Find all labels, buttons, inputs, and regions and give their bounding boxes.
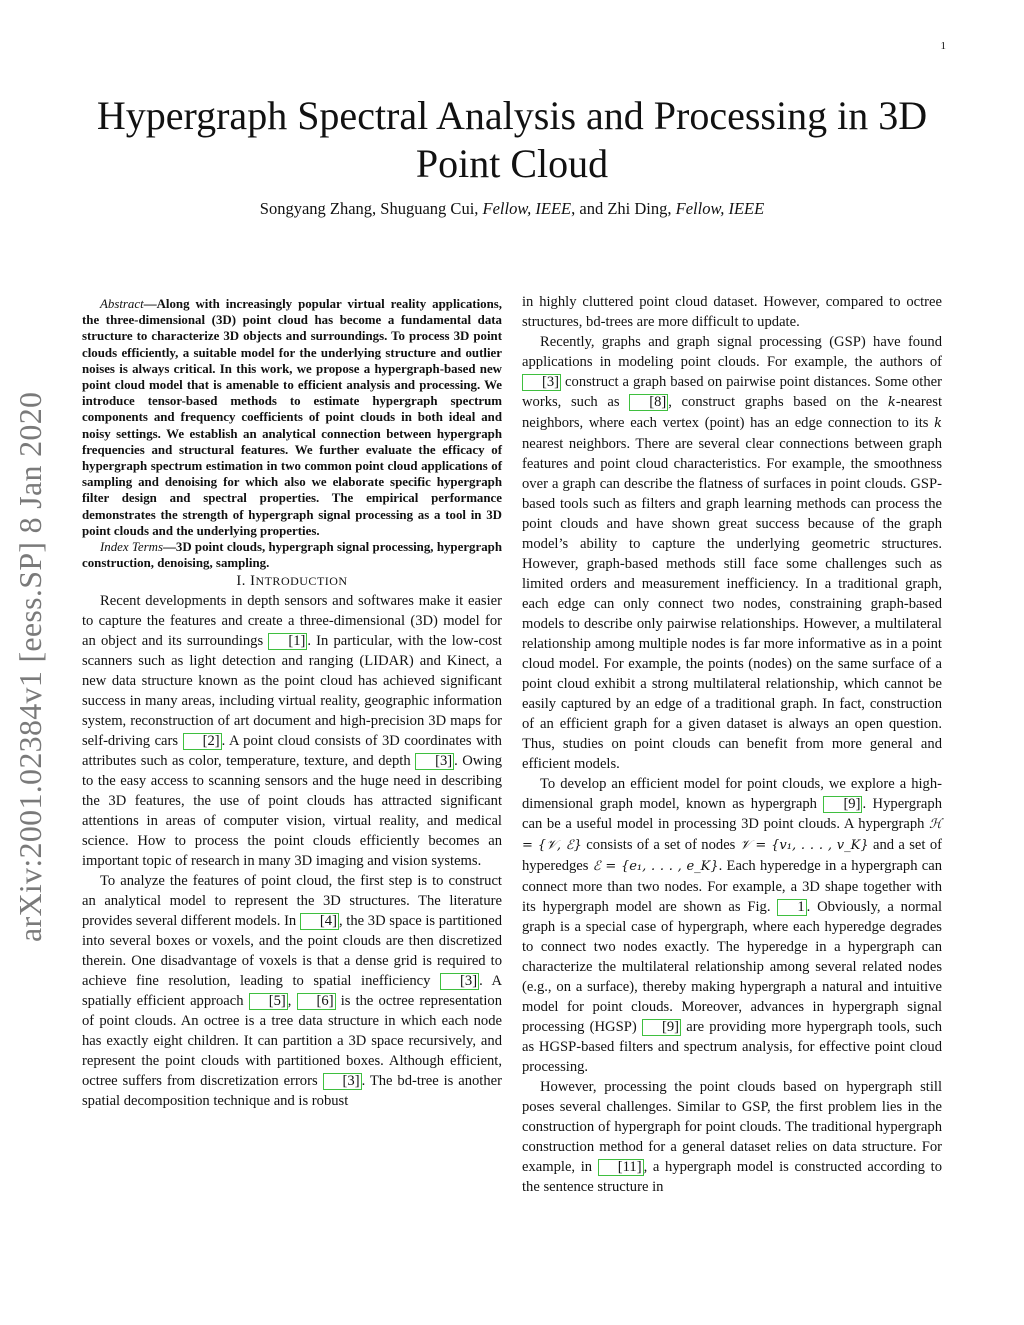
- section-numeral: I.: [236, 573, 251, 590]
- page-number: 1: [940, 40, 946, 52]
- citation-link[interactable]: [6]: [297, 993, 336, 1010]
- section-first-letter: I: [250, 573, 256, 590]
- citation-link[interactable]: [4]: [300, 913, 339, 930]
- text-run: To analyze the features of point cloud, the first step is to construct an analytical model to represent the 3D structures. The literature provides several different models. In: [82, 873, 502, 930]
- abstract-lead: Abstract: [100, 297, 144, 311]
- abstract-text: —Along with increasingly popular virtual reality applications, the three-dimensional (3D) point cloud has become a fundamental data structure to characterize 3D objects and surroundings. To process 3D point clouds efficiently, a suitable model for the underlying structure and outlier noises is always critical. In this work, we propose a hypergraph-based new point cloud model that is amenable to efficient analysis and processing. We introduce tensor-based methods to estimate hypergraph spectrum components and frequency coefficients of point clouds in both ideal and noisy settings. We establish an analytical connection between hypergraph frequencies and structural features. We further evaluate the efficacy of hypergraph spectrum estimation in two common point cloud applications of sampling and denoising for which also we elaborate specific hypergraph filter design and spectral properties. The empirical performance demonstrates the strength of hypergraph signal processing as a tool in 3D point clouds and the underlying properties.: [82, 297, 502, 538]
- text-run: . A point cloud consists of 3D coordinates with attributes such as color, temperature, texture, and depth: [82, 733, 502, 770]
- math-k: k: [934, 416, 942, 431]
- math-expression: ℰ = {e₁, . . . , e_K}: [592, 859, 719, 874]
- section-heading: [82, 571, 502, 591]
- text-run: . The bd-tree is another spatial decomposition technique and is robust: [82, 1073, 502, 1110]
- citation-link[interactable]: [3]: [522, 374, 561, 391]
- text-run: , a hypergraph model is constructed according to the sentence structure in: [522, 1159, 942, 1195]
- challenges-paragraph: [522, 1077, 942, 1197]
- figure-link[interactable]: 1: [777, 899, 806, 916]
- text-run: and a set of hyperedges: [522, 837, 942, 874]
- left-column: [82, 296, 502, 1111]
- text-run: , the 3D space is partitioned into several boxes or voxels, and the point clouds are then discretized therein. One disadvantage of voxels is that a dense grid is required to achieve fine resolution, leading to spatial inefficiency: [82, 913, 502, 990]
- author-names-2: , and Zhi Ding,: [571, 199, 676, 218]
- text-run: is the octree representation of point clouds. An octree is a tree data structure in which each node has exactly eight children. It can partition a 3D space recursively, and represent the point clouds with partitioned boxes. Although efficient, octree suffers from discretization errors: [82, 993, 502, 1090]
- citation-link[interactable]: [3]: [440, 973, 479, 990]
- author-fellow-1: Fellow, IEEE: [482, 199, 572, 218]
- citation-link[interactable]: [9]: [823, 796, 862, 813]
- citation-link[interactable]: [2]: [183, 733, 222, 750]
- intro-paragraph-1: [82, 591, 502, 871]
- author-list: [70, 199, 954, 219]
- gsp-paragraph: [522, 332, 942, 774]
- text-run: -nearest neighbors, where each vertex (point) has an edge connection to its: [522, 394, 942, 431]
- text-run: . In particular, with the low-cost scanners such as light detection and ranging (LIDAR) and Kinect, a new data structure known as the point cloud has achieved significant success in many areas, including virtual reality, geographic information system, reconstruction of art document and high-precision 3D maps for self-driving cars: [82, 633, 502, 750]
- text-run: . Obviously, a normal graph is a special case of hypergraph, where each hyperedge degrades to connect two nodes exactly. The hyperedge in a hypergraph can characterize the multilateral relationship among several related nodes (e.g., on a surface), thereby making hypergraph a natural and intuitive model for point clouds. Moreover, advances in hypergraph signal processing (HGSP): [522, 899, 943, 1035]
- math-k: k: [887, 395, 896, 410]
- text-run: However, processing the point clouds based on hypergraph still poses several challenges. Similar to GSP, the first problem lies in the construction of hypergraph for point clouds. The traditional hypergraph construction method for a general dataset relies on data structure. For example, in: [522, 1079, 942, 1175]
- hypergraph-paragraph: [522, 774, 942, 1077]
- citation-link[interactable]: [5]: [249, 993, 288, 1010]
- continued-paragraph: in highly cluttered point cloud dataset. However, compared to octree structures, bd-trees are more difficult to update.: [522, 294, 942, 330]
- text-run: construct a graph based on pairwise point distances. Some other works, such as: [522, 374, 942, 410]
- author-names: Songyang Zhang, Shuguang Cui,: [259, 199, 483, 218]
- math-expression: 𝒱 = {v₁, . . . , v_K}: [739, 838, 869, 853]
- text-run: are providing more hypergraph tools, such as HGSP-based filters and spectrum analysis, for effective point cloud processing.: [522, 1019, 942, 1075]
- text-run: Recently, graphs and graph signal processing (GSP) have found applications in modeling point clouds. For example, the authors of: [522, 334, 942, 370]
- text-run: To develop an efficient model for point clouds, we explore a high-dimensional graph model, known as hypergraph: [522, 776, 942, 812]
- citation-link[interactable]: [1]: [268, 633, 307, 650]
- citation-link[interactable]: [3]: [415, 753, 454, 770]
- text-run: . Owing to the easy access to scanning sensors and the huge need in describing the 3D features, the use of point clouds has attracted significant attentions in areas of computer vision, virtual reality, and medical science. How to process the point clouds efficiently becomes an important topic of research in many 3D imaging and vision systems.: [82, 753, 502, 870]
- index-terms-text: —3D point clouds, hypergraph signal processing, hypergraph construction, denoising, sampling.: [82, 540, 502, 571]
- index-terms: [82, 539, 502, 571]
- section-title-rest: NTRODUCTION: [255, 574, 348, 589]
- abstract: [82, 296, 502, 539]
- citation-link[interactable]: [8]: [629, 394, 668, 411]
- text-run: . A spatially efficient approach: [82, 973, 503, 1010]
- text-run: . Hypergraph can be a useful model in processing 3D point clouds. A hypergraph: [522, 796, 942, 832]
- citation-link[interactable]: [11]: [598, 1159, 644, 1176]
- intro-paragraph-2: [82, 871, 502, 1111]
- paper-title: Hypergraph Spectral Analysis and Processing in 3D Point Cloud: [96, 93, 928, 186]
- author-fellow-2: Fellow, IEEE: [675, 199, 765, 218]
- right-column: [522, 292, 942, 1197]
- text-run: , construct graphs based on the: [668, 394, 888, 410]
- index-terms-lead: Index Terms: [100, 540, 163, 555]
- text-run: . Each hyperedge in a hypergraph can connect more than two nodes. For example, a 3D shape together with its hypergraph model are shown as Fig.: [522, 858, 942, 915]
- text-run: nearest neighbors. There are several clear connections between graph features and point cloud characteristics. For example, the smoothness over a graph can describe the flatness of surfaces in point clouds. GSP-based tools such as filters and graph learning methods can process the point clouds and have shown great success because of the graph model’s ability to capture the underlying geometric structures. However, graph-based methods still face some challenges such as limited orders and measurement inefficiency. In a traditional graph, each edge can only connect two nodes, constraining graph-based models to describe only pairwise relationships. However, a multilateral relationship among multiple nodes is far more informative as in a point cloud model. For example, the points (nodes) on the same surface of a point cloud exhibit a strong multilateral relationship, which cannot be easily captured by an edge of a traditional graph. In fact, construction of an efficient graph for a given dataset is always an open question. Thus, studies on point clouds can benefit from more general and efficient models.: [522, 436, 942, 772]
- citation-link[interactable]: [3]: [323, 1073, 362, 1090]
- math-expression: ℋ = {𝒱, ℰ}: [522, 817, 942, 853]
- text-run: ,: [287, 993, 297, 1010]
- text-run: Recent developments in depth sensors and softwares make it easier to capture the features and create a three-dimensional (3D) model for an object and its surroundings: [82, 593, 502, 650]
- text-run: consists of a set of nodes: [581, 837, 740, 853]
- arxiv-stamp: arXiv:2001.02384v1 [eess.SP] 8 Jan 2020: [12, 391, 48, 942]
- citation-link[interactable]: [9]: [642, 1019, 681, 1036]
